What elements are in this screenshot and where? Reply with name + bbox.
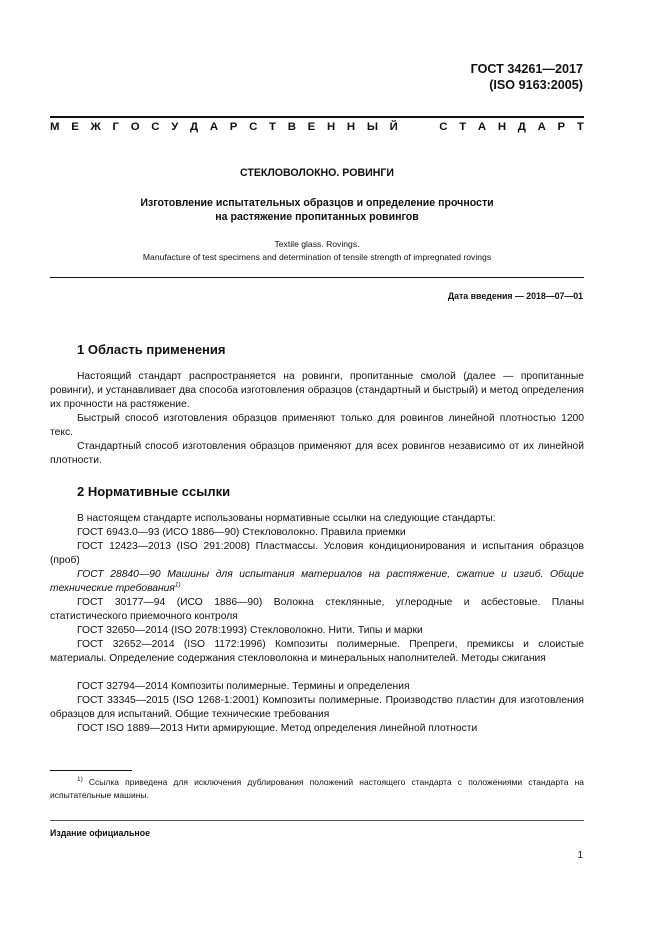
standard-type-heading [50,121,584,133]
footnote-marker: 1) [174,581,181,589]
letter: С [439,121,448,133]
letter: Т [269,121,276,133]
section-2-intro: В настоящем стандарте использованы нормативные ссылки на следующие стандарты: [77,513,496,524]
letter: А [477,121,487,133]
letter: Р [229,121,238,133]
section-1-heading: 1 Область применения [77,342,226,357]
normative-reference: ГОСТ 32650—2014 (ISO 2078:1993) Стекловолокно. Нити. Типы и марки [77,625,423,636]
english-title-line: Manufacture of test specimens and determination of tensile strength of impregnated rovings [142,252,492,262]
gost-number: ГОСТ 34261—2017 [470,62,583,76]
letter: Ж [90,121,101,133]
normative-reference: ГОСТ 32652—2014 (ISO 1172:1996) Композиты полимерные. Препреги, премиксы и слоистые материалы. Определение содержания стекловолокна и минеральных наполнителей. Методы сжигания [50,639,584,664]
normative-reference: ГОСТ 6943.0—93 (ИСО 1886—90) Стекловолокно. Правила приемки [77,527,406,538]
letter: Н [346,121,356,133]
letter: Р [557,121,566,133]
letter: А [209,121,219,133]
document-code [471,61,583,93]
letter: Е [71,121,79,133]
normative-reference: ГОСТ ISO 1889—2013 Нити армирующие. Метод определения линейной плотности [77,723,478,734]
letter: М [50,121,60,133]
letter: С [151,121,160,133]
letter: Д [517,121,526,133]
intro-rule [50,277,584,278]
letter: С [249,121,258,133]
normative-reference: ГОСТ 30177—94 (ИСО 1886—90) Волокна стеклянные, углеродные и асбестовые. Планы статистического приемочного контроля [50,597,584,622]
letter: В [287,121,296,133]
letter: Г [112,121,119,133]
letter: О [130,121,140,133]
letter: Е [307,121,316,133]
letter: Ы [366,121,378,133]
normative-reference [50,568,584,596]
letter: Т [459,121,467,133]
word-gap [410,121,428,133]
normative-reference: ГОСТ 12423—2013 (ISO 291:2008) Пластмассы. Условия кондиционирования и испытания образцов (проб) [50,541,584,566]
letter: А [537,121,546,133]
english-title-line: Textile glass. Rovings. [274,239,360,249]
letter: У [171,121,179,133]
footnote-marker: 1) [77,776,83,784]
english-title [50,238,584,264]
section-1-paragraph: Настоящий стандарт распространяется на ровинги, пропитанные смолой (далее — пропитанные ровинги), и устанавливает два способа изготовления образцов (стандартный и быстрый) и метод определения их прочности на растяжение. [50,371,584,410]
normative-reference: ГОСТ 32794—2014 Композиты полимерные. Термины и определения [77,681,410,692]
footnote [50,776,584,802]
section-1-paragraph: Стандартный способ изготовления образцов применяют для всех ровингов независимо от их линейной плотности. [50,441,584,466]
letter: Т [576,121,584,133]
edition-rule [50,820,584,821]
document-title: СТЕКЛОВОЛОКНО. РОВИНГИ [239,167,395,179]
letter: Н [497,121,507,133]
section-2-heading: 2 Нормативные ссылки [77,484,231,499]
introduction-date: Дата введения — 2018—07—01 [447,291,583,301]
subtitle-line: Изготовление испытательных образцов и определение прочности [140,197,494,209]
subtitle-line: на растяжение пропитанных ровингов [215,211,419,223]
document-subtitle [50,196,584,224]
header-rule [50,116,584,118]
normative-reference: ГОСТ 33345—2015 (ISO 1268-1:2001) Композиты полимерные. Производство пластин для изготовления образцов для испытаний. Общие технические требования [50,695,584,720]
footnote-rule [50,770,132,771]
official-edition-label: Издание официальное [50,828,150,838]
letter: Й [389,121,398,133]
letter: Н [326,121,336,133]
letter: Д [190,121,199,133]
reference-text: ГОСТ 28840—90 Машины для испытания материалов на растяжение, сжатие и изгиб. Общие технические требования [50,569,584,594]
page-number: 1 [577,850,583,861]
iso-number: (ISO 9163:2005) [489,78,583,92]
footnote-text: Ссылка приведена для исключения дублирования положений настоящего стандарта с положениями стандарта на испытательные машины. [50,777,584,800]
section-1-paragraph: Быстрый способ изготовления образцов применяют только для ровингов линейной плотностью 1200 текс. [50,413,584,438]
